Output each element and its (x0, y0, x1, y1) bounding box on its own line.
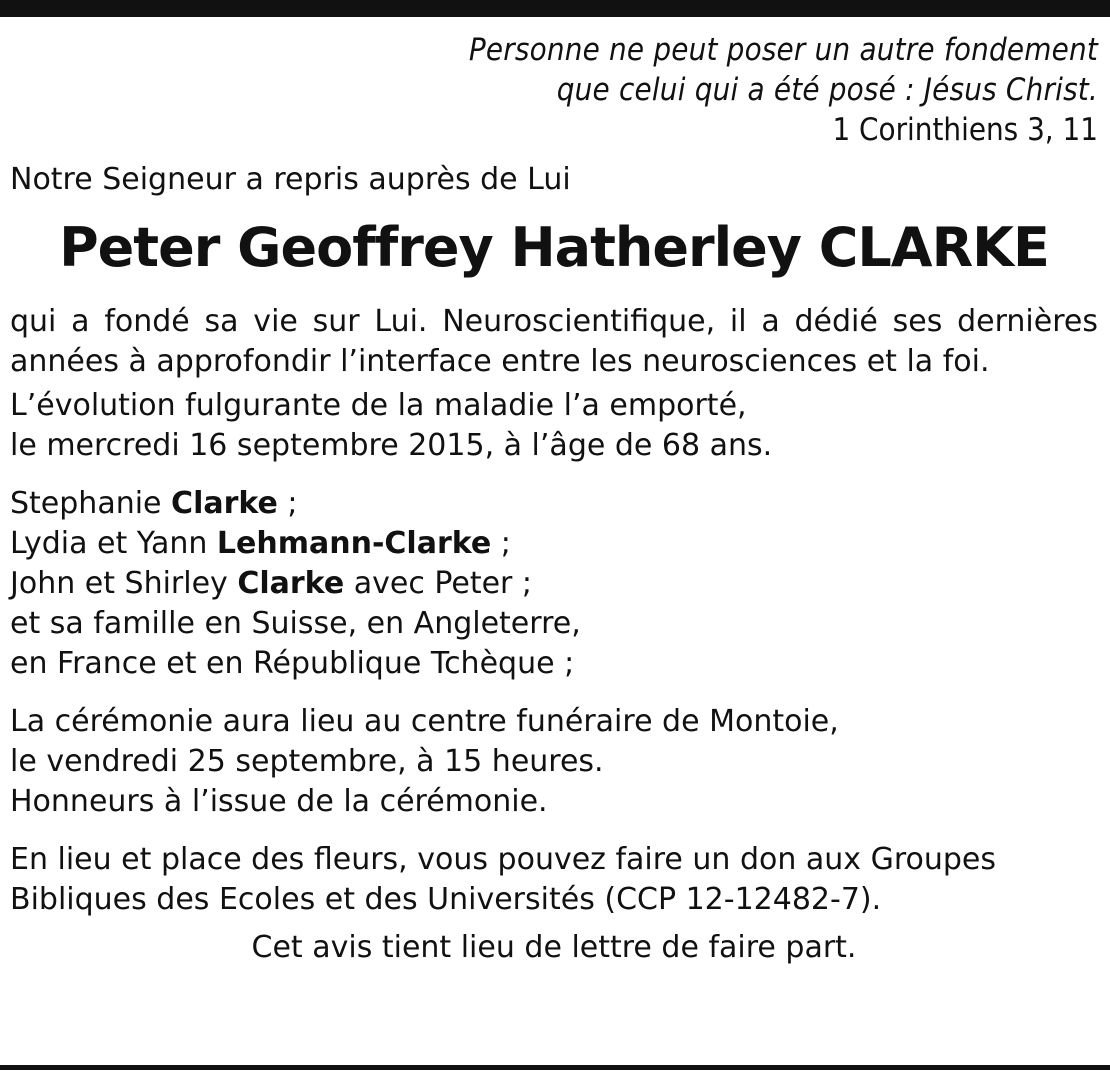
verse-line-2: que celui qui a été posé : Jésus Christ. (556, 72, 1098, 108)
donation-line-2: Bibliques des Ecoles et des Universités (CCP 12-12482-7). (10, 882, 882, 917)
donation-paragraph (10, 840, 1098, 920)
top-rule (0, 0, 1110, 17)
family-entry (10, 564, 1098, 604)
death-line-1: L’évolution fulgurante de la maladie l’a emporté, (10, 388, 747, 423)
ceremony-paragraph (10, 702, 1098, 822)
family-entry-suffix: ; (277, 486, 298, 521)
family-entry-prefix: John et Shirley (10, 566, 238, 601)
closing-note: Cet avis tient lieu de lettre de faire part. (251, 930, 857, 965)
bio-paragraph: qui a fondé sa vie sur Lui. Neuroscientifique, il a dédié ses dernières années à approfondir l’interface entre les neurosciences et la foi. (10, 304, 1098, 379)
bible-verse (10, 30, 1098, 150)
family-entry (10, 524, 1098, 564)
family-list (10, 484, 1098, 684)
death-notice (10, 30, 1098, 968)
family-entry-suffix: avec Peter ; (344, 566, 533, 601)
verse-line-1: Personne ne peut poser un autre fondement (468, 32, 1098, 68)
family-entry-surname: Clarke (237, 566, 345, 601)
family-entry-surname: Lehmann-Clarke (216, 526, 492, 561)
intro-text: Notre Seigneur a repris auprès de Lui (10, 162, 571, 197)
donation-line-1: En lieu et place des fleurs, vous pouvez faire un don aux Groupes (10, 842, 997, 877)
verse-reference: 1 Corinthiens 3, 11 (832, 112, 1098, 148)
family-entry (10, 484, 1098, 524)
death-paragraph (10, 386, 1098, 466)
deceased-name: Peter Geoffrey Hatherley CLARKE (59, 216, 1049, 279)
ceremony-line-3: Honneurs à l’issue de la cérémonie. (10, 784, 548, 819)
family-entry-suffix: ; (491, 526, 511, 561)
bottom-rule (0, 1065, 1110, 1070)
ceremony-line-1: La cérémonie aura lieu au centre funéraire de Montoie, (10, 704, 839, 739)
death-line-2: le mercredi 16 septembre 2015, à l’âge de 68 ans. (10, 428, 773, 463)
family-entry-surname: Clarke (171, 486, 278, 521)
family-extra-line-2: en France et en République Tchèque ; (10, 646, 575, 681)
family-entry-prefix: Lydia et Yann (10, 526, 217, 561)
ceremony-line-2: le vendredi 25 septembre, à 15 heures. (10, 744, 604, 779)
family-entry-prefix: Stephanie (10, 486, 172, 521)
family-extra-line-1: et sa famille en Suisse, en Angleterre, (10, 606, 581, 641)
